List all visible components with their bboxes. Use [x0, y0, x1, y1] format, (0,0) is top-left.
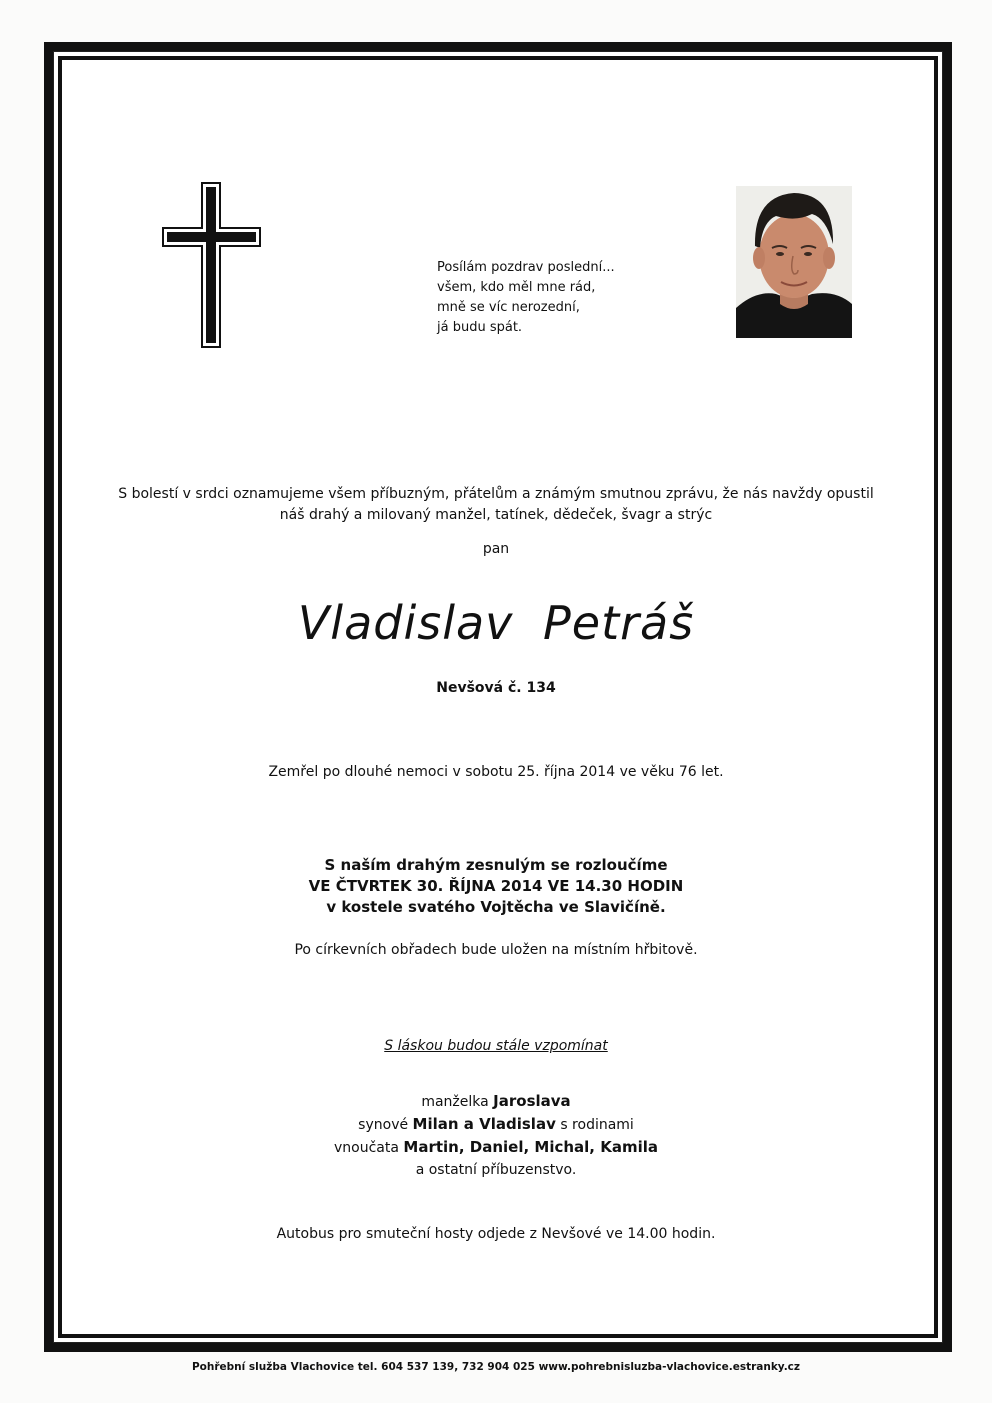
- verse: [437, 258, 697, 338]
- burial-info: Po církevních obřadech bude uložen na místním hřbitově.: [294, 942, 698, 958]
- title-pan: pan: [482, 541, 510, 557]
- mourner-others: a ostatní příbuzenstvo.: [415, 1162, 577, 1178]
- mourner-sons: [60, 1113, 932, 1136]
- funeral-line: S naším drahým zesnulým se rozloučíme: [324, 856, 668, 874]
- remember-heading: S láskou budou stále vzpomínat: [384, 1038, 608, 1054]
- mourners-list: [60, 1090, 932, 1181]
- mourner-suffix: s rodinami: [560, 1117, 634, 1133]
- mourner-prefix: manželka: [421, 1094, 489, 1110]
- mourner-prefix: synové: [358, 1117, 409, 1133]
- funeral-info: [60, 855, 932, 918]
- mourner-name: Jaroslava: [493, 1092, 571, 1110]
- deceased-name: Vladislav Petráš: [297, 596, 695, 650]
- funeral-line: VE ČTVRTEK 30. ŘÍJNA 2014 VE 14.30 HODIN: [308, 877, 684, 895]
- mourner-prefix: vnoučata: [334, 1140, 399, 1156]
- verse-line: já budu spát.: [437, 320, 523, 335]
- death-info: Zemřel po dlouhé nemoci v sobotu 25. října 2014 ve věku 76 let.: [268, 764, 724, 780]
- mourner-grandchildren: [60, 1136, 932, 1159]
- mourner-wife: [60, 1090, 932, 1113]
- cross-icon: [162, 182, 262, 348]
- announcement-text: [60, 484, 932, 526]
- bus-info: Autobus pro smuteční hosty odjede z Nevšové ve 14.00 hodin.: [276, 1226, 716, 1242]
- verse-line: všem, kdo měl mne rád,: [437, 280, 596, 295]
- mourner-name: Martin, Daniel, Michal, Kamila: [403, 1138, 658, 1156]
- portrait-photo: [736, 186, 852, 338]
- address: Nevšová č. 134: [436, 680, 556, 696]
- verse-line: Posílám pozdrav poslední...: [437, 260, 615, 275]
- announcement-line: S bolestí v srdci oznamujeme všem příbuzným, přátelům a známým smutnou zprávu, že nás navždy opustil: [118, 486, 874, 502]
- footer-contact: Pohřební služba Vlachovice tel. 604 537 139, 732 904 025 www.pohrebnisluzba-vlachovice.estranky.cz: [191, 1361, 801, 1373]
- verse-line: mně se víc nerozední,: [437, 300, 580, 315]
- mourner-name: Milan a Vladislav: [412, 1115, 556, 1133]
- funeral-line: v kostele svatého Vojtěcha ve Slavičíně.: [326, 898, 666, 916]
- announcement-line: náš drahý a milovaný manžel, tatínek, dědeček, švagr a strýc: [279, 507, 713, 523]
